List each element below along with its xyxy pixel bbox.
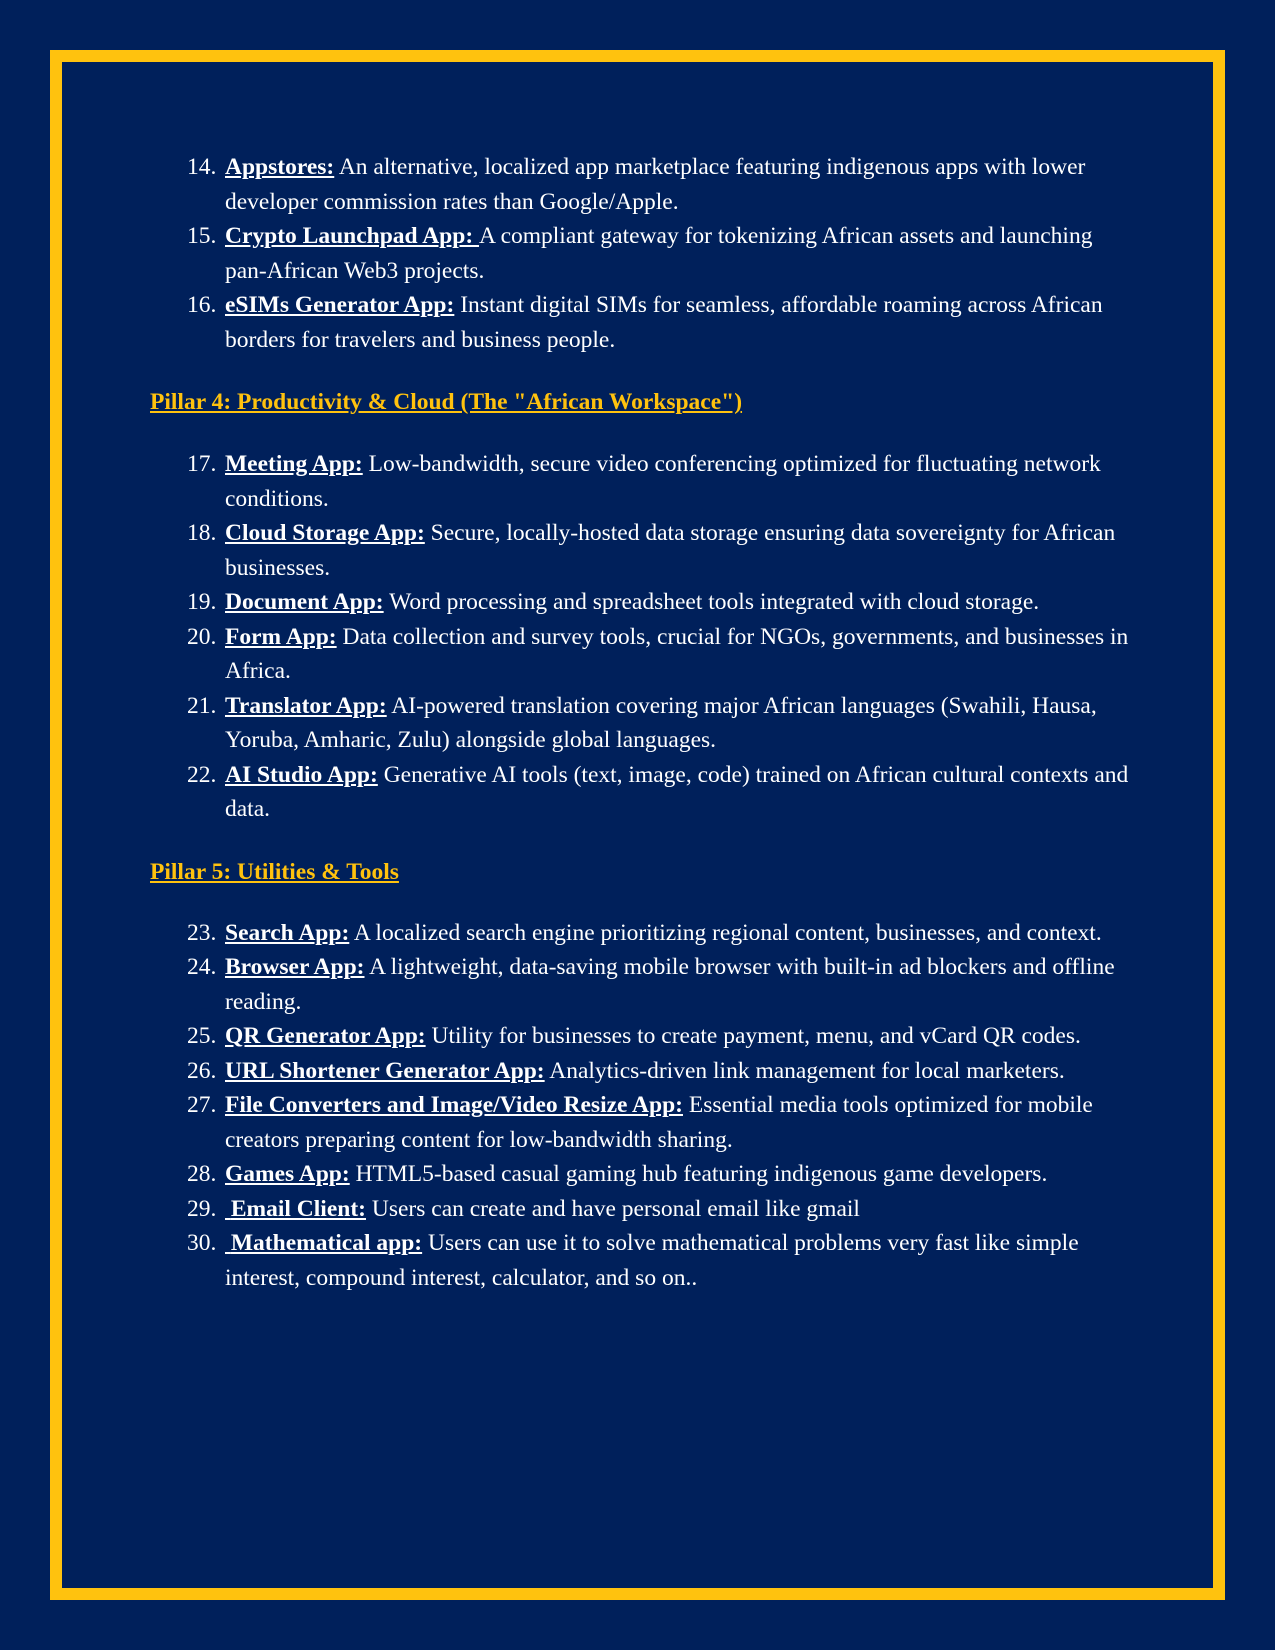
item-term: URL Shortener Generator App: [225, 1057, 545, 1084]
list-item [150, 150, 1130, 219]
item-number: 17. [187, 451, 217, 477]
list-item [150, 689, 1130, 758]
item-description: AI-powered translation covering major African languages (Swahili, Hausa, Yoruba, Amharic, Zulu) alongside global languages. [225, 692, 1097, 753]
item-term: Crypto Launchpad App: [225, 223, 480, 249]
list-item [150, 1226, 1130, 1295]
item-term: Appstores: [225, 154, 335, 180]
item-number: 23. [187, 919, 217, 946]
list-item [150, 916, 1130, 951]
list-item [150, 219, 1130, 288]
item-term: Translator App: [225, 692, 387, 719]
item-term: Document App: [225, 589, 384, 615]
item-description: Analytics-driven link management for local marketers. [544, 1057, 1065, 1084]
pillar-4-list [150, 447, 1130, 827]
list-item [150, 516, 1130, 585]
list-item [150, 447, 1130, 516]
item-number: 14. [187, 154, 217, 180]
item-term: eSIMs Generator App: [225, 292, 455, 318]
item-term: Form App: [225, 623, 337, 650]
list-item [150, 758, 1130, 827]
list-item [150, 1019, 1130, 1054]
item-term: Mathematical app: [225, 1230, 423, 1256]
item-number: 26. [187, 1057, 217, 1084]
document-content [150, 150, 1130, 1295]
item-term: Games App: [225, 1161, 350, 1187]
item-number: 18. [187, 520, 217, 546]
list-item [150, 950, 1130, 1019]
item-description: An alternative, localized app marketplace featuring indigenous apps with lower developer commission rates than Google/Apple. [225, 154, 1086, 215]
list-item [150, 1054, 1130, 1089]
item-number: 20. [187, 623, 217, 650]
pillar-5-heading: Pillar 5: Utilities & Tools [150, 858, 399, 885]
item-term: Meeting App: [225, 451, 363, 477]
item-description: Users can create and have personal email like gmail [366, 1195, 860, 1222]
item-number: 29. [187, 1195, 217, 1222]
item-term: Search App: [225, 919, 350, 946]
list-item [150, 1192, 1130, 1227]
item-number: 30. [187, 1230, 217, 1256]
item-description: Generative AI tools (text, image, code) trained on African cultural contexts and data. [225, 761, 1129, 822]
item-number: 24. [187, 954, 217, 980]
item-number: 25. [187, 1023, 217, 1049]
item-term: Cloud Storage App: [225, 520, 425, 546]
item-number: 27. [187, 1092, 217, 1118]
list-item [150, 620, 1130, 689]
item-description: HTML5-based casual gaming hub featuring indigenous game developers. [349, 1161, 1048, 1187]
list-item [150, 288, 1130, 357]
item-description: Essential media tools optimized for mobile creators preparing content for low-bandwidth sharing. [225, 1092, 1093, 1153]
app-list-14-16 [150, 150, 1130, 357]
list-item [150, 1157, 1130, 1192]
item-term: Email Client: [225, 1195, 366, 1222]
item-description: Users can use it to solve mathematical problems very fast like simple interest, compound interest, calculator, and so on.. [225, 1230, 1079, 1291]
item-number: 15. [187, 223, 217, 249]
list-item [150, 1088, 1130, 1157]
item-term: File Converters and Image/Video Resize App: [225, 1092, 683, 1118]
item-description: A localized search engine prioritizing regional content, businesses, and context. [349, 919, 1102, 946]
item-description: Data collection and survey tools, crucial for NGOs, governments, and businesses in Africa. [225, 623, 1129, 684]
list-item [150, 585, 1130, 620]
item-number: 16. [187, 292, 217, 318]
item-description: Secure, locally-hosted data storage ensuring data sovereignty for African businesses. [225, 520, 1116, 581]
item-description: Utility for businesses to create payment, menu, and vCard QR codes. [425, 1023, 1081, 1049]
pillar-5-list [150, 916, 1130, 1296]
item-number: 28. [187, 1161, 217, 1187]
item-term: Browser App: [225, 954, 365, 980]
item-term: AI Studio App: [225, 761, 378, 788]
item-description: Low-bandwidth, secure video conferencing optimized for fluctuating network conditions. [225, 451, 1101, 512]
item-number: 19. [187, 589, 217, 615]
item-description: A compliant gateway for tokenizing African assets and launching pan-African Web3 projects. [225, 223, 1093, 284]
pillar-4-heading: Pillar 4: Productivity & Cloud (The "African Workspace") [150, 389, 743, 415]
item-description: A lightweight, data-saving mobile browser with built-in ad blockers and offline reading. [225, 954, 1115, 1015]
item-term: QR Generator App: [225, 1023, 426, 1049]
item-description: Word processing and spreadsheet tools integrated with cloud storage. [383, 589, 1040, 615]
item-number: 22. [187, 761, 217, 788]
item-number: 21. [187, 692, 217, 719]
item-description: Instant digital SIMs for seamless, affordable roaming across African borders for travelers and business people. [225, 292, 1103, 353]
